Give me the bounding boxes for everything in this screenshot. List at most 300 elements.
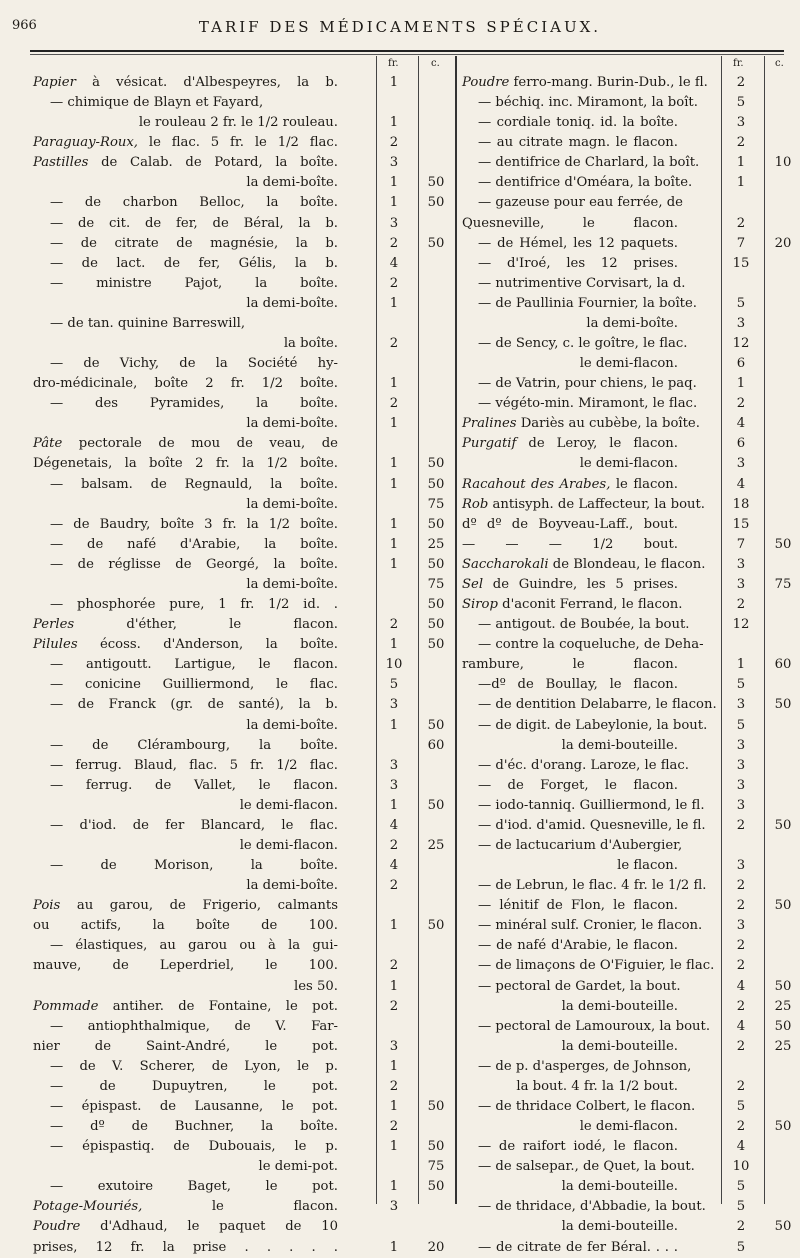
item-text: — de citrate de fer Béral. . . .	[478, 1239, 678, 1255]
item-description	[478, 936, 678, 956]
price-francs: 4	[736, 1018, 746, 1034]
item-text: — ferrug. de Vallet, le flacon.	[50, 777, 338, 793]
tariff-row	[458, 977, 792, 997]
item-text: — ferrug. Blaud, flac. 5 fr. 1/2 flac.	[50, 757, 338, 773]
price-centimes: 25	[774, 1038, 792, 1054]
item-text: la boîte.	[283, 336, 338, 352]
item-description	[33, 374, 338, 394]
tariff-row	[30, 655, 455, 675]
item-text: — phosphorée pure, 1 fr. 1/2 id. .	[50, 597, 338, 613]
item-description	[478, 756, 689, 776]
item-description	[50, 515, 338, 535]
price-francs: 2	[389, 998, 399, 1014]
tariff-row	[458, 836, 784, 856]
tariff-row	[458, 655, 792, 675]
tariff-row	[458, 1097, 784, 1117]
price-centimes: 50	[427, 717, 445, 733]
price-francs: 3	[389, 1199, 399, 1215]
price-centimes: 50	[427, 1139, 445, 1155]
item-text: — pectoral de Gardet, la bout.	[478, 978, 681, 994]
item-description	[462, 495, 706, 515]
tariff-row	[458, 956, 784, 976]
price-francs: 7	[736, 235, 746, 251]
item-description	[50, 254, 338, 274]
tariff-row	[30, 394, 455, 414]
price-francs: 3	[736, 556, 746, 572]
price-centimes: 25	[427, 837, 445, 853]
tariff-row	[458, 615, 784, 635]
item-description	[33, 896, 338, 916]
tariff-row	[458, 495, 784, 515]
tariff-row	[458, 796, 784, 816]
item-description	[478, 1197, 706, 1217]
item-description	[33, 294, 338, 314]
item-text: — chimique de Blayn et Fayard,	[50, 95, 264, 111]
price-francs: 1	[389, 556, 399, 572]
price-francs: 3	[736, 697, 746, 713]
tariff-row	[458, 113, 784, 133]
price-francs: 7	[736, 536, 746, 552]
price-centimes: 50	[427, 456, 445, 472]
item-name: Poudre	[462, 75, 510, 90]
price-centimes: 10	[774, 155, 792, 171]
item-text: le flacon.	[617, 858, 678, 874]
price-centimes: 50	[774, 978, 792, 994]
item-description	[50, 936, 338, 956]
item-description	[462, 856, 678, 876]
item-description	[33, 454, 338, 474]
tariff-row	[458, 394, 784, 414]
item-text: la demi-bouteille.	[561, 998, 678, 1014]
item-text: — balsam. de Regnauld, la boîte.	[50, 476, 338, 492]
tariff-row	[458, 675, 784, 695]
price-francs: 2	[736, 1038, 746, 1054]
tariff-row	[30, 816, 455, 836]
item-description	[478, 1238, 678, 1258]
item-text: le flacon.	[142, 1199, 338, 1215]
tariff-row	[30, 1017, 455, 1037]
item-description	[50, 214, 338, 234]
price-centimes: 50	[774, 898, 792, 914]
item-text: — de Paullinia Fournier, la boîte.	[478, 295, 697, 311]
item-description	[462, 1037, 678, 1057]
item-text: de Blondeau, le flacon.	[548, 556, 706, 572]
item-description	[50, 394, 338, 414]
tariff-row	[458, 173, 784, 193]
item-text: — antigout. de Boubée, la bout.	[478, 617, 690, 633]
item-description	[50, 816, 338, 836]
item-description	[478, 615, 690, 635]
price-francs: 2	[736, 1219, 746, 1235]
price-centimes: 50	[427, 918, 445, 934]
item-text: — d'éc. d'orang. Laroze, le flac.	[478, 757, 689, 773]
price-francs: 2	[736, 938, 746, 954]
item-description	[33, 575, 338, 595]
item-text: — de Morison, la boîte.	[50, 858, 338, 874]
item-text: — de thridace, d'Abbadie, la bout.	[478, 1199, 706, 1215]
price-francs: 2	[736, 958, 746, 974]
item-description	[33, 495, 338, 515]
header-rule-thin	[30, 54, 784, 55]
item-description	[462, 575, 678, 595]
item-text: le demi-pot.	[258, 1159, 338, 1175]
item-name: Saccharokali	[462, 556, 549, 572]
tariff-row	[30, 515, 455, 535]
price-centimes: 50	[427, 637, 445, 653]
price-francs: 2	[736, 396, 746, 412]
item-description	[462, 314, 678, 334]
tariff-row	[30, 836, 455, 856]
item-text: — — — 1/2 bout.	[462, 536, 678, 552]
item-text: de Leroy, le flacon.	[516, 436, 678, 452]
tariff-row	[458, 454, 784, 474]
price-francs: 3	[736, 777, 746, 793]
price-francs: 4	[736, 416, 746, 432]
price-centimes: 60	[427, 737, 445, 753]
item-description	[33, 1157, 338, 1177]
tariff-row	[30, 936, 455, 956]
price-francs: 3	[389, 697, 399, 713]
price-francs: 3	[736, 115, 746, 131]
price-francs: 2	[736, 215, 746, 231]
item-name: Pilules	[33, 637, 78, 653]
price-francs: 2	[736, 817, 746, 833]
item-description	[50, 93, 338, 113]
tariff-row	[30, 635, 455, 655]
tariff-row	[30, 153, 455, 173]
item-name: Pralines	[462, 416, 517, 432]
tariff-row	[458, 1077, 784, 1097]
item-text: la demi-boîte.	[246, 295, 338, 311]
tariff-row	[458, 856, 784, 876]
item-name: Pommade	[33, 998, 99, 1014]
tariff-row	[30, 454, 455, 474]
item-text: — de thridace Colbert, le flacon.	[478, 1098, 696, 1114]
price-francs: 3	[389, 757, 399, 773]
item-description	[478, 916, 703, 936]
item-description	[50, 314, 338, 334]
item-text: la demi-boîte.	[246, 576, 338, 592]
price-francs: 2	[736, 1078, 746, 1094]
price-francs: 4	[736, 476, 746, 492]
tariff-row	[30, 776, 455, 796]
tariff-row	[30, 896, 455, 916]
item-description	[462, 214, 678, 234]
price-francs: 12	[732, 617, 750, 633]
price-francs: 1	[389, 456, 399, 472]
item-description	[50, 193, 338, 213]
item-text: le demi-flacon.	[579, 456, 678, 472]
price-francs: 6	[736, 436, 746, 452]
item-text: — de p. d'asperges, de Johnson,	[478, 1058, 692, 1074]
price-francs: 1	[389, 1239, 399, 1255]
tariff-row	[458, 1217, 792, 1237]
item-description	[478, 1097, 696, 1117]
price-francs: 1	[389, 1179, 399, 1195]
item-text: — iodo-tanniq. Guilliermond, le fl.	[478, 797, 705, 813]
price-centimes: 50	[427, 797, 445, 813]
item-name: Sirop	[462, 597, 498, 613]
tariff-row	[458, 876, 784, 896]
price-francs: 3	[736, 456, 746, 472]
item-description	[478, 896, 678, 916]
item-description	[478, 394, 698, 414]
tariff-row	[30, 756, 455, 776]
item-description	[50, 675, 338, 695]
item-text: d'Adhaud, le paquet de 10	[80, 1219, 338, 1235]
item-description	[50, 776, 338, 796]
price-francs: 3	[736, 797, 746, 813]
item-name: Pois	[33, 898, 61, 914]
header-rule	[30, 50, 784, 52]
item-description	[478, 635, 704, 655]
price-francs: 1	[389, 376, 399, 392]
tariff-row	[458, 294, 784, 314]
tariff-row	[30, 113, 455, 133]
item-text: — de Franck (gr. de santé), la b.	[50, 697, 338, 713]
item-text: — de dentition Delabarre, le flacon.	[478, 697, 717, 713]
item-text: le demi-flacon.	[579, 356, 678, 372]
tariff-row	[30, 555, 455, 575]
item-description	[462, 535, 678, 555]
price-francs: 12	[732, 336, 750, 352]
price-centimes: 50	[427, 516, 445, 532]
item-description	[478, 173, 693, 193]
price-centimes: 50	[427, 195, 445, 211]
item-text: — lénitif de Flon, le flacon.	[478, 898, 678, 914]
item-text: la demi-boîte.	[246, 416, 338, 432]
tariff-row	[30, 675, 455, 695]
item-description	[33, 73, 338, 93]
item-text: — de réglisse de Georgé, la boîte.	[50, 556, 338, 572]
item-description	[478, 1017, 711, 1037]
item-text: de Guindre, les 5 prises.	[483, 576, 678, 592]
item-description	[478, 675, 678, 695]
price-centimes: 50	[427, 1179, 445, 1195]
price-centimes: 50	[774, 536, 792, 552]
item-description	[462, 454, 678, 474]
tariff-row	[30, 977, 455, 997]
item-description	[478, 816, 706, 836]
item-text: — antigoutt. Lartigue, le flacon.	[50, 657, 338, 673]
price-francs: 1	[389, 476, 399, 492]
item-description	[462, 434, 678, 454]
price-centimes: 20	[427, 1239, 445, 1255]
item-description	[478, 274, 686, 294]
price-centimes: 50	[774, 697, 792, 713]
item-description	[478, 1137, 678, 1157]
tariff-row	[458, 695, 792, 715]
tariff-row	[458, 635, 784, 655]
price-francs: 1	[389, 1098, 399, 1114]
tariff-row	[30, 575, 455, 595]
price-francs: 4	[389, 858, 399, 874]
tariff-row	[458, 334, 784, 354]
item-description	[478, 956, 715, 976]
tariff-row	[30, 475, 455, 495]
price-francs: 3	[736, 757, 746, 773]
item-description	[462, 555, 706, 575]
price-table	[30, 56, 792, 1255]
item-text: — de salsepar., de Quet, la bout.	[478, 1159, 695, 1175]
price-francs: 1	[389, 1139, 399, 1155]
item-description	[50, 1177, 338, 1197]
item-description	[462, 354, 678, 374]
page-number: 966	[12, 18, 37, 33]
tariff-row	[30, 495, 455, 515]
price-francs: 3	[736, 918, 746, 934]
item-description	[33, 113, 338, 133]
item-text: Dariès au cubèbe, la boîte.	[516, 416, 700, 432]
price-francs: 5	[736, 295, 746, 311]
tariff-row	[30, 274, 455, 294]
item-description	[478, 374, 697, 394]
price-francs: 4	[736, 1139, 746, 1155]
item-text: le demi-flacon.	[239, 797, 338, 813]
price-centimes: 50	[774, 817, 792, 833]
item-text: les 50.	[294, 978, 338, 994]
tariff-row	[458, 555, 784, 575]
item-description	[478, 876, 707, 896]
item-description	[50, 234, 338, 254]
item-text: de Calab. de Potard, la boîte.	[88, 155, 338, 171]
price-francs: 2	[389, 1078, 399, 1094]
tariff-row	[30, 93, 455, 113]
item-name: Potage-Mouriés,	[33, 1199, 143, 1215]
item-text: — de V. Scherer, de Lyon, le p.	[50, 1058, 338, 1074]
right-column	[458, 73, 792, 1258]
tariff-row	[30, 234, 455, 254]
item-description	[50, 1057, 338, 1077]
price-francs: 5	[389, 677, 399, 693]
price-francs: 2	[736, 898, 746, 914]
tariff-row	[458, 575, 792, 595]
unit-header-c: c.	[431, 58, 440, 69]
price-francs: 4	[389, 255, 399, 271]
item-name: Purgatif	[462, 436, 517, 452]
price-centimes: 50	[427, 617, 445, 633]
tariff-row	[30, 1177, 455, 1197]
price-centimes: 75	[774, 576, 792, 592]
item-description	[478, 1057, 692, 1077]
tariff-row	[30, 334, 455, 354]
tariff-row	[458, 234, 792, 254]
item-text: — exutoire Baget, le pot.	[50, 1179, 338, 1195]
price-francs: 1	[736, 376, 746, 392]
item-text: Quesneville, le flacon.	[462, 215, 678, 231]
item-description	[50, 1137, 338, 1157]
item-name: Sel	[462, 576, 484, 592]
tariff-row	[458, 756, 784, 776]
price-centimes: 50	[427, 235, 445, 251]
price-francs: 3	[736, 315, 746, 331]
tariff-row	[30, 254, 455, 274]
item-text: — d'iod. d'amid. Quesneville, le fl.	[478, 817, 706, 833]
item-description	[462, 1077, 678, 1097]
item-description	[50, 1097, 338, 1117]
price-francs: 3	[736, 858, 746, 874]
tariff-row	[458, 936, 784, 956]
item-description	[33, 916, 338, 936]
tariff-row	[30, 535, 455, 555]
price-francs: 4	[389, 817, 399, 833]
price-centimes: 25	[774, 998, 792, 1014]
item-text: — de nafé d'Arabie, la boîte.	[50, 536, 338, 552]
item-text: — dentifrice d'Oméara, la boîte.	[478, 175, 693, 191]
price-francs: 1	[389, 75, 399, 90]
price-francs: 2	[389, 1119, 399, 1135]
item-description	[33, 716, 338, 736]
tariff-row	[458, 1177, 784, 1197]
tariff-row	[458, 1057, 784, 1077]
tariff-row	[30, 916, 455, 936]
item-text: dº dº de Boyveau-Laff., bout.	[462, 516, 678, 532]
item-text: — minéral sulf. Cronier, le flacon.	[478, 918, 703, 934]
price-francs: 3	[389, 777, 399, 793]
price-francs: 1	[736, 657, 746, 673]
item-text: — d'Iroé, les 12 prises.	[478, 255, 678, 271]
item-text: — de lact. de fer, Gélis, la b.	[50, 255, 338, 271]
price-francs: 1	[389, 416, 399, 432]
price-francs: 1	[389, 195, 399, 211]
price-francs: 3	[389, 215, 399, 231]
tariff-row	[30, 876, 455, 896]
item-text: au garou, de Frigerio, calmants	[60, 898, 338, 914]
left-column	[30, 73, 455, 1258]
tariff-row	[458, 254, 784, 274]
item-text: le demi-flacon.	[239, 837, 338, 853]
item-text: — épispastiq. de Dubouais, le p.	[50, 1139, 338, 1155]
item-text: — de Clérambourg, la boîte.	[50, 737, 338, 753]
item-text: — des Pyramides, la boîte.	[50, 396, 338, 412]
item-text: la demi-boîte.	[246, 717, 338, 733]
price-francs: 3	[389, 155, 399, 171]
item-description	[478, 93, 698, 113]
item-description	[33, 836, 338, 856]
item-text: — de Vichy, de la Société hy-	[50, 356, 338, 372]
tariff-row	[458, 916, 784, 936]
item-description	[33, 414, 338, 434]
price-francs: 2	[389, 878, 399, 894]
item-text: — de Sency, c. le goître, le flac.	[478, 336, 688, 352]
tariff-row	[458, 314, 784, 334]
tariff-row	[458, 414, 784, 434]
tariff-row	[30, 856, 455, 876]
item-text: Dégenetais, la boîte 2 fr. la 1/2 boîte.	[33, 456, 338, 472]
unit-header-c: c.	[775, 58, 784, 69]
item-text: — élastiques, au garou ou à la gui-	[50, 938, 338, 954]
item-description	[50, 595, 338, 615]
item-description	[462, 475, 678, 495]
tariff-row	[458, 1017, 792, 1037]
tariff-row	[458, 716, 784, 736]
tariff-row	[30, 354, 455, 374]
tariff-row	[30, 73, 455, 93]
item-description	[50, 655, 338, 675]
tariff-row	[458, 1197, 784, 1217]
item-text: nier de Saint-André, le pot.	[33, 1038, 338, 1054]
price-francs: 6	[736, 356, 746, 372]
tariff-row	[458, 274, 784, 294]
tariff-row	[30, 796, 455, 816]
price-francs: 2	[389, 617, 399, 633]
item-description	[50, 535, 338, 555]
tariff-row	[30, 956, 455, 976]
item-description	[462, 997, 678, 1017]
item-text: — de raifort iodé, le flacon.	[478, 1139, 678, 1155]
item-description	[33, 1217, 338, 1237]
item-text: prises, 12 fr. la prise . . . . .	[33, 1239, 338, 1255]
